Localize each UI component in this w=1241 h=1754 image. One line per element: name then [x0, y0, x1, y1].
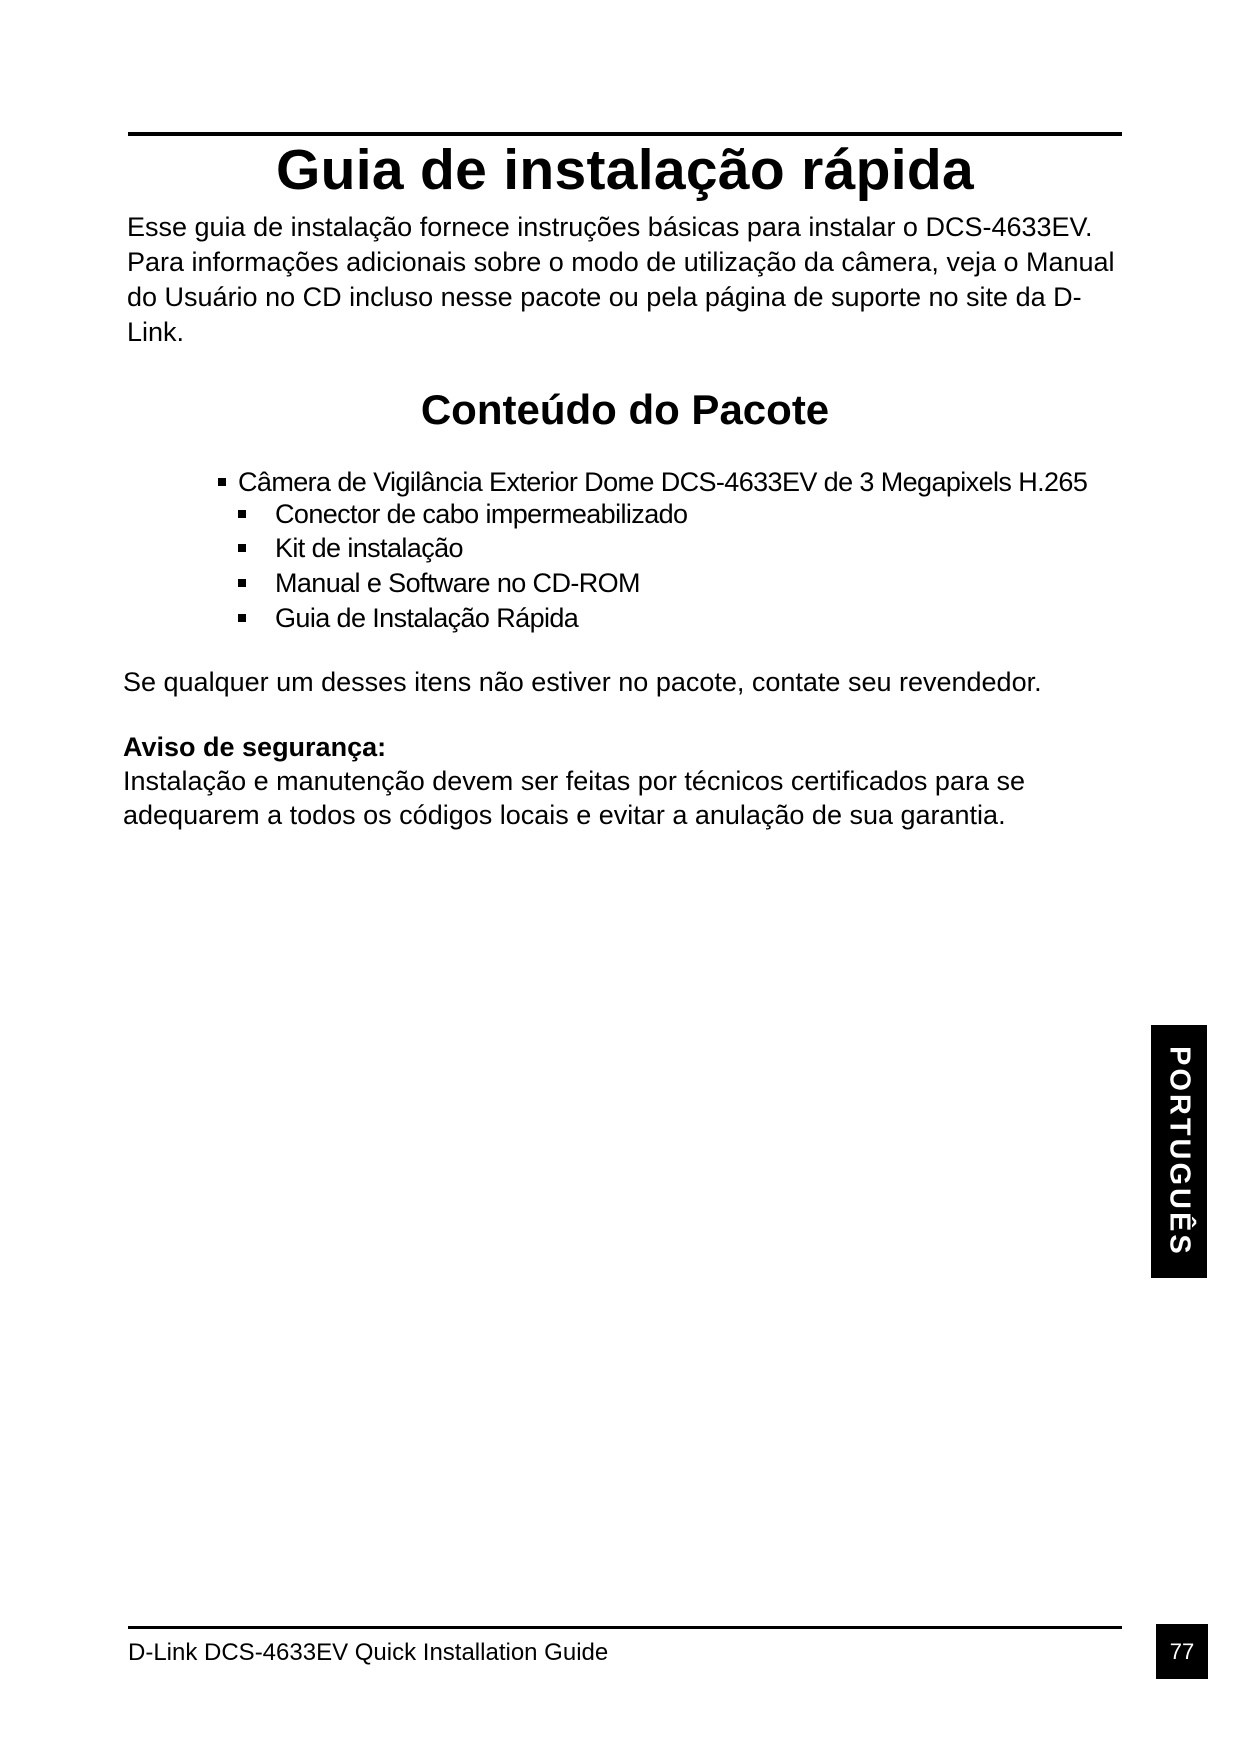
- bullet-icon: [238, 614, 246, 622]
- bullet-icon: [238, 579, 246, 587]
- list-item: [275, 566, 640, 600]
- list-item-label: Guia de Instalação Rápida: [275, 603, 579, 633]
- list-item: [275, 601, 578, 635]
- list-item-label: Câmera de Vigilância Exterior Dome DCS-4633EV de 3 Megapixels H.265: [238, 467, 1088, 497]
- list-item: [275, 497, 687, 531]
- list-item-label: Manual e Software no CD-ROM: [275, 568, 640, 598]
- footer-text: D-Link DCS-4633EV Quick Installation Guide: [128, 1639, 609, 1666]
- list-item: [238, 465, 1087, 499]
- bullet-icon: [238, 510, 246, 518]
- page-number: 77: [1156, 1624, 1208, 1679]
- language-tab: [1151, 1025, 1207, 1278]
- safety-heading: Aviso de segurança:: [123, 732, 387, 762]
- list-item-label: Kit de instalação: [275, 533, 463, 563]
- intro-paragraph: Esse guia de instalação fornece instruções básicas para instalar o DCS-4633EV. Para informações adicionais sobre o modo de utilização da câmera, veja o Manual do Usuário no CD incluso nesse pacote ou pela página de suporte no site da D-Link.: [127, 212, 1115, 347]
- list-item-label: Conector de cabo impermeabilizado: [275, 499, 688, 529]
- footer-rule: [128, 1626, 1122, 1629]
- list-item: [275, 531, 463, 565]
- safety-text: Instalação e manutenção devem ser feitas por técnicos certificados para se adequarem a todos os códigos locais e evitar a anulação de sua garantia.: [123, 766, 1025, 830]
- page-title: Guia de instalação rápida: [275, 138, 975, 202]
- bullet-icon: [218, 478, 226, 486]
- package-contents-heading: Conteúdo do Pacote: [420, 386, 830, 433]
- bullet-icon: [238, 544, 246, 552]
- language-tab-label: PORTUGUÊS: [1163, 1046, 1196, 1257]
- missing-items-note: Se qualquer um desses itens não estiver no pacote, contate seu revendedor.: [123, 667, 1042, 697]
